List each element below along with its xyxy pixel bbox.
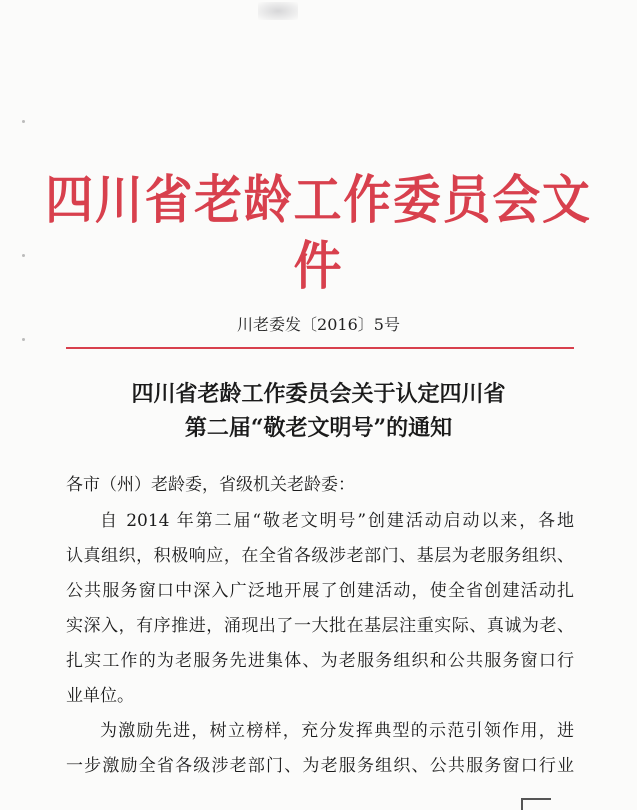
- page-edge-mark: [521, 798, 551, 810]
- paragraph-1-line: 自 2014 年第二届“敬老文明号”创建活动启动以来，各地: [100, 511, 574, 531]
- red-header-title: 四川省老龄工作委员会文件: [45, 170, 592, 297]
- paragraph-1-line: 实深入，有序推进，涌现出了一大批在基层注重实际、真诚为老、: [66, 616, 574, 636]
- paragraph-2-line: 一步激励全省各级涉老部门、为老服务组织、公共服务窗口行业: [66, 756, 574, 776]
- scan-dot: [22, 338, 25, 341]
- notice-title-line-1: 四川省老龄工作委员会关于认定四川省: [131, 381, 506, 407]
- document-number: 川老委发〔2016〕5号: [237, 315, 400, 334]
- paragraph-2-line: 为激励先进，树立榜样，充分发挥典型的示范引领作用，进: [100, 721, 574, 741]
- scan-smudge: [258, 2, 298, 20]
- paragraph-1-line: 业单位。: [66, 686, 134, 706]
- paragraph-1-line: 认真组织，积极响应，在全省各级涉老部门、基层为老服务组织、: [66, 546, 574, 566]
- paragraph-1-line: 扎实工作的为老服务先进集体、为老服务组织和公共服务窗口行: [66, 651, 574, 671]
- red-divider-line: [66, 347, 574, 349]
- salutation: 各市（州）老龄委，省级机关老龄委：: [66, 475, 355, 495]
- paragraph-1-line: 公共服务窗口中深入广泛地开展了创建活动，使全省创建活动扎: [66, 581, 574, 601]
- notice-title-line-2: 第二届“敬老文明号”的通知: [184, 415, 453, 441]
- scan-dot: [22, 120, 25, 123]
